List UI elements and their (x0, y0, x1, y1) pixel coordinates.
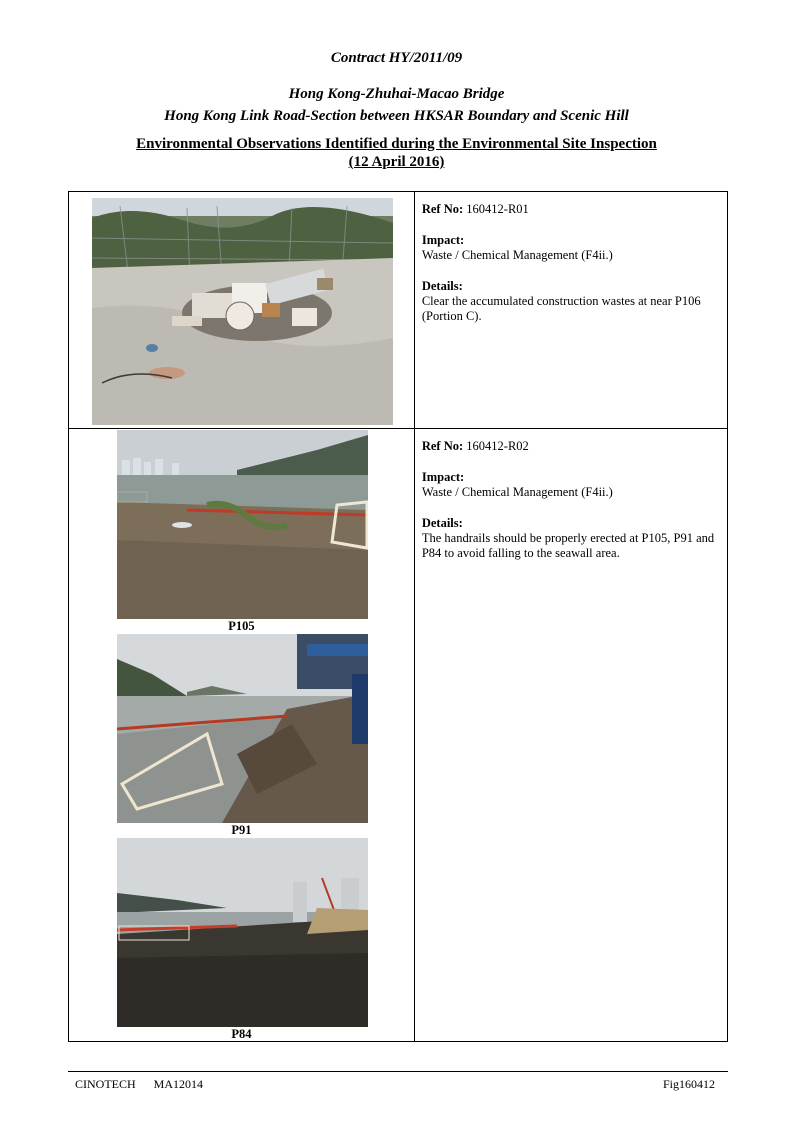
observations-table (68, 191, 728, 1042)
details-value: Clear the accumulated construction wastes at near P106 (Portion C). (421, 294, 701, 323)
ref-label: Ref No: (421, 202, 464, 216)
figure-reference: Fig160412 (662, 1077, 715, 1091)
observation-details-r01 (414, 192, 727, 429)
site-photo-p105 (117, 430, 368, 619)
observation-row (69, 192, 728, 429)
footer-divider (68, 1071, 728, 1072)
ref-number: 160412-R01 (466, 202, 529, 216)
impact-label: Impact: (421, 470, 465, 484)
details-block (422, 279, 721, 324)
impact-block (422, 233, 721, 263)
photo-cell (69, 192, 415, 429)
document-header (0, 50, 793, 172)
photo-caption-p91: P91 (231, 823, 252, 837)
site-photo-p91 (117, 634, 368, 823)
report-code: MA12014 (153, 1077, 204, 1091)
contract-number: Contract HY/2011/09 (330, 50, 463, 66)
details-value: The handrails should be properly erected at P105, P91 and P84 to avoid falling to the seawall area. (421, 531, 715, 560)
project-title-line2: Hong Kong Link Road-Section between HKSAR Boundary and Scenic Hill (164, 108, 629, 124)
site-photo-waste-pile (92, 198, 393, 425)
document-title: Environmental Observations Identified during the Environmental Site Inspection (136, 136, 657, 152)
ref-block (422, 202, 721, 217)
observation-row (69, 429, 728, 1042)
project-title-line1: Hong Kong-Zhuhai-Macao Bridge (288, 86, 505, 102)
photo-cell (69, 429, 415, 1042)
details-label: Details: (421, 516, 463, 530)
impact-value: Waste / Chemical Management (F4ii.) (421, 248, 613, 262)
ref-block (422, 439, 721, 454)
ref-number: 160412-R02 (466, 439, 529, 453)
inspection-date: (12 April 2016) (348, 154, 445, 170)
photo-caption-p84: P84 (231, 1027, 252, 1041)
photo-caption-p105: P105 (228, 619, 255, 633)
company-name: CINOTECH (75, 1077, 136, 1091)
observation-details-r02 (414, 429, 727, 1042)
impact-block (422, 470, 721, 500)
details-block (422, 516, 721, 561)
ref-label: Ref No: (421, 439, 464, 453)
impact-value: Waste / Chemical Management (F4ii.) (421, 485, 613, 499)
site-photo-p84 (117, 838, 368, 1027)
footer-left (75, 1077, 203, 1092)
impact-label: Impact: (421, 233, 465, 247)
details-label: Details: (421, 279, 463, 293)
